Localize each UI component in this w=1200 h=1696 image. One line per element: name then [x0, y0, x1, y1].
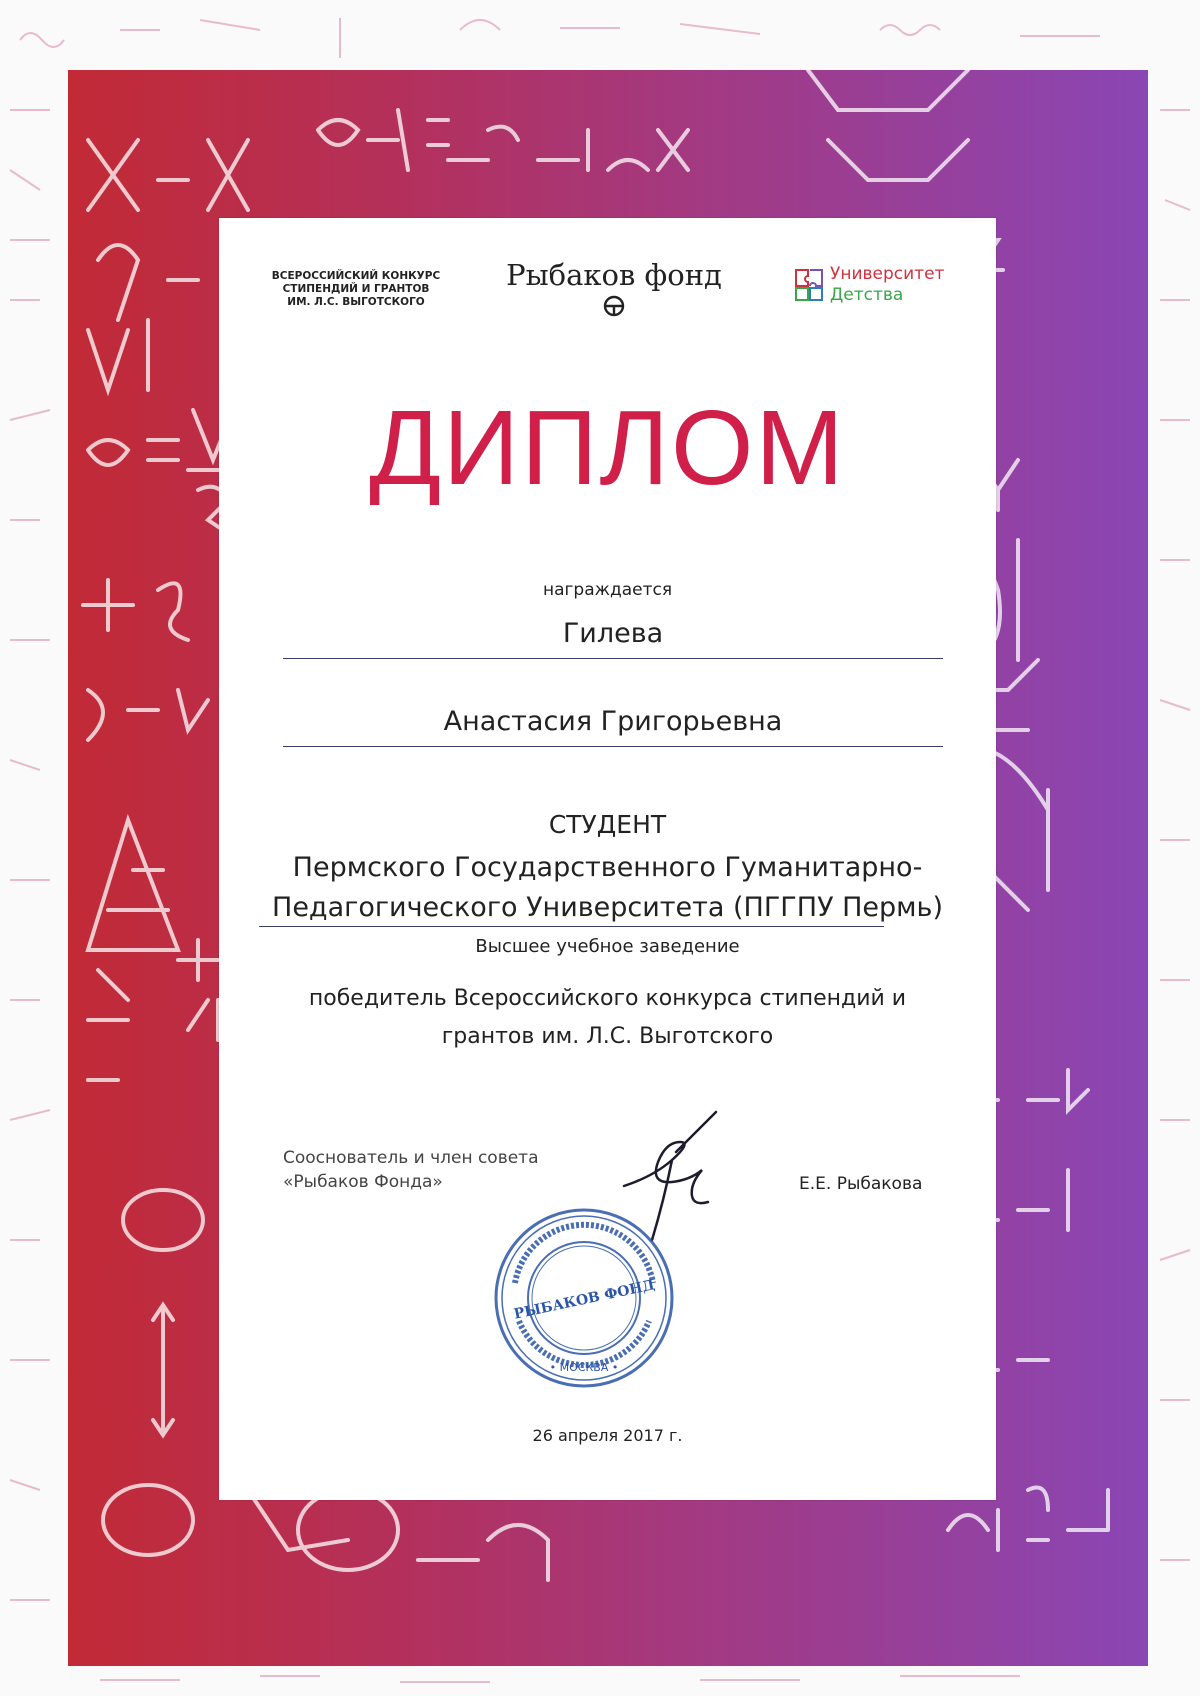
- diploma-title: ДИПЛОМ: [369, 389, 846, 507]
- seal-bottom-text: • МОСКВА •: [549, 1361, 619, 1374]
- signer-role-line: «Рыбаков Фонда»: [283, 1172, 443, 1192]
- puzzle-icon: [794, 268, 824, 302]
- signer-role-line: Сооснователь и член совета: [283, 1148, 539, 1168]
- fund-logo: [489, 258, 739, 318]
- university-logo: [794, 264, 974, 314]
- awarded-label: награждается: [542, 580, 673, 600]
- issue-date: 26 апреля 2017 г.: [532, 1426, 683, 1445]
- achievement-line: грантов им. Л.С. Выготского: [441, 1024, 774, 1049]
- university-logo-line1: Университет: [830, 264, 945, 284]
- achievement-text: [219, 980, 996, 1056]
- organization-underline: [259, 926, 884, 927]
- seal-center-text: РЫБАКОВ ФОНД: [512, 1277, 657, 1323]
- fund-emblem-icon: [602, 294, 626, 318]
- contest-logo-line: СТИПЕНДИЙ И ГРАНТОВ: [282, 283, 430, 295]
- fund-logo-name: Рыбаков фонд: [506, 258, 722, 292]
- contest-logo: [261, 270, 451, 309]
- organization-line: Педагогического Университета (ПГГПУ Пермь): [272, 892, 943, 923]
- achievement-line: победитель Всероссийского конкурса стипендий и: [308, 986, 907, 1011]
- certificate-card: [219, 218, 996, 1500]
- signer-name: Е.Е. Рыбакова: [799, 1174, 923, 1194]
- contest-logo-line: ИМ. Л.С. ВЫГОТСКОГО: [287, 296, 425, 308]
- recipient-surname: Гилева: [283, 618, 943, 659]
- organization-type: Высшее учебное заведение: [475, 936, 740, 957]
- contest-logo-line: ВСЕРОССИЙСКИЙ КОНКУРС: [271, 270, 441, 282]
- header-logos: [219, 248, 996, 348]
- organization-line: Пермского Государственного Гуманитарно-: [292, 852, 923, 883]
- official-seal: [489, 1203, 679, 1393]
- recipient-given-names: Анастасия Григорьевна: [283, 706, 943, 747]
- recipient-status: СТУДЕНТ: [548, 810, 667, 839]
- organization-name: [219, 848, 996, 928]
- university-logo-line2: Детства: [830, 285, 904, 305]
- signer-role: [283, 1146, 539, 1194]
